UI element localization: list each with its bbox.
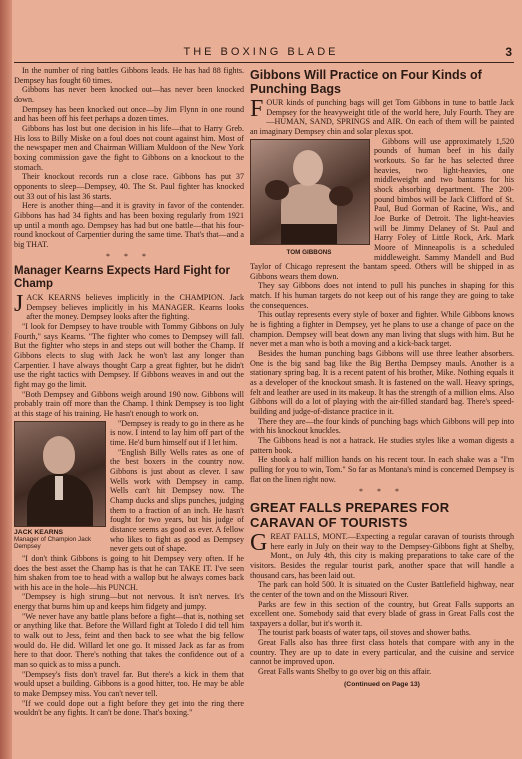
kearns-photo	[14, 421, 104, 551]
paragraph: "Both Dempsey and Gibbons weigh around 190 now. Gibbons will probably train off more than the Champ. I think Dempsey is too light at this stage of his training. He hasn't enough to work on.	[14, 389, 244, 418]
paragraph: "English Billy Wells rates as one of the best boxers in the country now. Gibbons is just about as clever. I saw Wells work with Dempsey in camp. Wells can't hit Dempsey now. The Champ ducks and slips punches, judging them to a fraction of an inch. He hasn't fought for two years, but his judge of distance seems as good as ever. A fellow who likes to fight as good as Dempsey never gets out of shape.	[110, 447, 244, 554]
drop-cap: G	[250, 529, 268, 556]
paragraph: Dempsey has been knocked out once—by Jim Flynn in one round and has been off his feet perhaps a dozen times.	[14, 104, 244, 124]
page-header	[0, 46, 522, 60]
publication-title: THE BOXING BLADE	[183, 46, 339, 58]
photo-caption	[14, 529, 104, 551]
binding-gutter	[0, 0, 12, 759]
drop-cap: J	[14, 291, 24, 318]
left-column	[14, 66, 244, 718]
paragraph: "We never have any battle plans before a fight—that is, nothing set or anything like that. Before the Willard fight at Toledo I did tell him to walk out to Jess, feint and then back to see what the big fellow would do. He did. Willard let one go. It missed Jack as far as from here to that door. There's nothing that takes the confidence out of a man so quick as to miss a punch.	[14, 611, 244, 670]
continued-link[interactable]: (Continued on Page 13)	[344, 680, 420, 688]
paragraph: "If we could dope out a fight before they get into the ring there wouldn't be any fights. It can't be done. That's boxing."	[14, 698, 244, 718]
punching-bags-headline: Gibbons Will Practice on Four Kinds of Punching Bags	[250, 68, 482, 96]
portrait-image	[14, 421, 106, 527]
paragraph: The park can hold 500. It is situated on the Custer Battlefield highway, near the center of the town and on the Missouri River.	[250, 580, 514, 599]
gibbons-photo	[250, 139, 368, 258]
header-rule	[14, 62, 514, 63]
lead-paragraph	[250, 98, 514, 137]
caption-role: Manager of Champion Jack Dempsey	[14, 535, 92, 551]
drop-cap: F	[250, 96, 264, 122]
paragraph: The Gibbons head is not a hatrack. He studies styles like a woman digests a pattern book.	[250, 435, 514, 455]
paragraph: "Dempsey is high strung—but not nervous. It isn't nerves. It's energy that burns him up and keeps him fidgety and jumpy.	[14, 592, 244, 612]
paragraph: The tourist park boasts of water taps, oil stoves and shower baths.	[258, 628, 471, 638]
paragraph: In the number of ring battles Gibbons leads. He has had 88 fights. Dempsey has fought 60 times.	[14, 66, 244, 85]
paragraph: Gibbons has lost but one decision in his life—that to Harry Greb. His loss to Billy Miske on a foul does not count against him. Most of the newspaper men and Chairman William Muldoon of the New York boxing commission gave the fight to Gibbons on a knockout to the stomach.	[14, 123, 244, 172]
paragraph: Their knockout records run a close race. Gibbons has put 37 opponents to sleep—Dempsey, 40. The St. Paul fighter has knocked out 33 out of his last 36 starts.	[14, 172, 244, 201]
lead-text: OUR kinds of punching bags will get Tom Gibbons in tune to battle Jack Dempsey for the heavyweight title of the world here, July Fourth. They are—HUMAN, SAND, SPRINGS and AIR. On each of them will be painted an imaginary Dempsey chin and solar plexus spot.	[250, 98, 514, 136]
paragraph: Great Falls also has three first class hotels that compare with any in the country. They are up to date in every particular, and the cuisine and service cannot be improved upon.	[250, 638, 514, 667]
paragraph: "Dempsey's fists don't travel far. But there's a kick in them that would upset a building. Gibbons is a good hitter, too. He may be able to make Dempsey miss. You can't never tell.	[14, 669, 244, 699]
page-number: 3	[505, 45, 512, 59]
paragraph: Parks are few in this section of the country, but Great Falls supports an excellent one. Somebody said that every blade of grass in Great Falls cost the taxpayers a dollar, but it's worth it.	[250, 599, 514, 628]
great-falls-headline: GREAT FALLS PREPARES FOR CARAVAN OF TOURISTS	[250, 499, 450, 530]
paragraph: Gibbons has never been knocked out—has never been knocked down.	[14, 85, 244, 104]
lead-text: REAT FALLS, MONT.—Expecting a regular caravan of tourists through here early in July on their way to the Dempsey-Gibbons fight at Shelby, Mont., on July 4th, this city is making preparations to take care of the visitors. Besides the regular tourist park, another space that will handle a thousand cars, has been laid out.	[250, 531, 514, 580]
lead-paragraph	[14, 293, 244, 322]
paragraph: Here is another thing—and it is gravity in favor of the contender. Gibbons has had 34 fights and has been boxing regularly from 1921 up until a month ago. Dempsey has had but one battle—that his four-round knockout of Carpentier during the same time. That's that—and a big THAT.	[14, 201, 244, 249]
right-column	[250, 66, 514, 689]
lead-paragraph	[250, 529, 514, 580]
paragraph: "I don't think Gibbons is going to hit Dempsey very often. If he does the best asset the Champ has is that he can TAKE IT. I've seen him shaken from toe to head with a wallop but he always comes back with his ace in the hole—his PUNCH.	[14, 553, 244, 592]
paragraph: This outlay represents every style of boxer and fighter. While Gibbons knows he is fighting a fighter in Dempsey, yet he plans to use a change of pace on the champion. Dempsey will beat down any man living that slugs with him. But he never met a man who is both a moving and a kick-back target.	[250, 310, 514, 349]
paragraph: Besides the human punching bags Gibbons will use three leather absorbers. One is the big sand bag like the Big Bertha Dempsey mauls. Another is a stationary spring bag. It is a recent patent of his brother, Mike. Nothing equals it as a developer of the knockout smash. It is fastened on the wall. Heavy springs, felt and leather are used in its makeup. It has the strength of a million elms. Also Gibbons will do a lot of playing with the air-filled standard bag. There's speed-building and judge-of-distance practice in it.	[250, 349, 514, 416]
kearns-headline: Manager Kearns Expects Hard Fight for Champ	[14, 265, 230, 291]
section-divider: * * *	[106, 252, 152, 262]
paragraph: Great Falls wants Shelby to go over big on this affair.	[258, 667, 432, 677]
comparison-article	[14, 66, 244, 249]
paragraph: "I look for Dempsey to have trouble with Tommy Gibbons on July Fourth," says Kearns. "The fighter who comes to Dempsey will fall. But the fighter who steps in and steps out will bother the Champ. If Gibbons elects to slug with Jack he won't last any longer than Carpentier. I have always thought Carp a great fighter, but he didn't use the right tactics with Dempsey. If Gibbons weaves in and out the fight may go the limit.	[14, 322, 244, 390]
section-divider: * * *	[359, 487, 405, 497]
paragraph: "Dempsey is ready to go in there as he is now. I intend to lay him off part of the time. He'd burn himself out if I let him.	[110, 418, 244, 447]
paragraph: He shook a half million hands on his recent tour. In each shake was a "I'm pulling for you to win, Tom." So far as Montana's mind is concerned Dempsey is flat on the linen right now.	[250, 455, 514, 484]
paragraph: They say Gibbons does not intend to pull his punches in shaping for this match. If his human targets do not keep out of his range they are going to take the consequences.	[250, 281, 514, 310]
paragraph: There they are—the four kinds of punching bags which Gibbons will pep into with his knockout knuckles.	[250, 416, 514, 436]
caption-name: JACK KEARNS	[14, 528, 64, 536]
boxer-image	[250, 139, 370, 245]
lead-text: ACK KEARNS believes implicitly in the CHAMPION. Jack Dempsey believes implicitly in his MANAGER. Kearns looks after the money. Dempsey looks after the fighting.	[26, 293, 244, 322]
photo-caption: TOM GIBBONS	[286, 248, 332, 256]
paragraph: Gibbons will use approximately 1,520 pounds of human beef in his daily workouts. So far he has selected three heavies, two light-heavies, one middleweight and two bantams for his shock absorbing department. The 200-pound bimbos will be Jack Clifford of St. Paul, Bud Gorman of Racine, Wis., and Joe Burke of Detroit. The light-heavies will be Jimmy Delaney of St. Paul and Harry Foley of Little Rock, Ark. Mark Moore of Minneapolis is a scheduled middleweight. Sammy Mandell and Bud Taylor of Chicago represent the bantam speed. Others will be shipped in as Gibbons wears them down.	[250, 136, 514, 281]
